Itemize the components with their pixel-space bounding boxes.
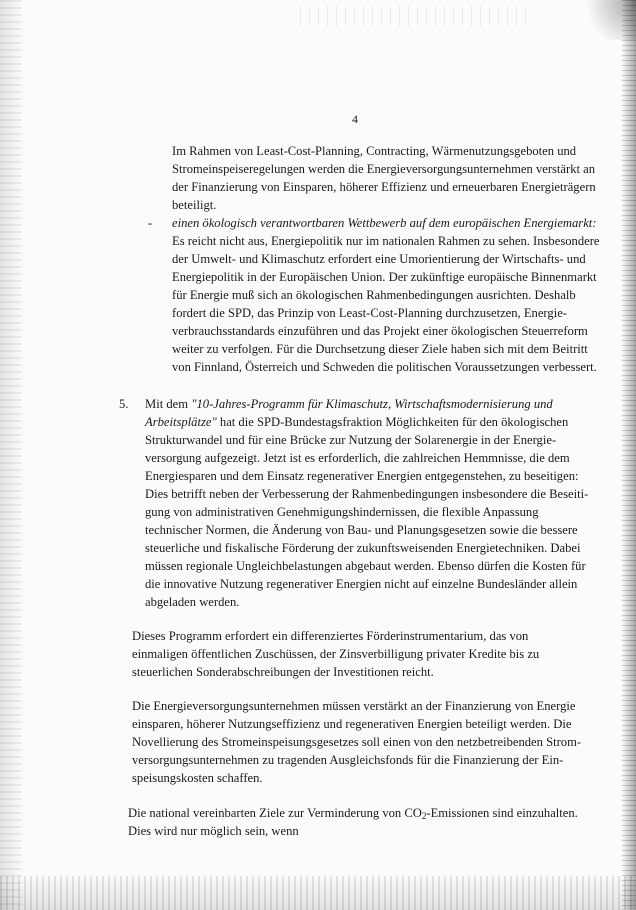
bullet-dash: - — [148, 216, 153, 230]
item5-line: steuerliche und fiskalische Förderung der zukunftsweisenden Energietechniken. Dabei — [145, 541, 581, 555]
evu-paragraph-line: Die Energieversorgungsunternehmen müssen verstärkt an der Finanzierung von Energie — [132, 699, 576, 713]
item5-line: Dies betrifft neben der Verbesserung der Rahmenbedingungen insbesondere die Beseiti- — [145, 487, 589, 501]
item5-line-rest: hat die SPD-Bundestagsfraktion Möglichkeiten für den ökologischen — [216, 415, 569, 429]
bullet-line: Es reicht nicht aus, Energiepolitik nur im nationalen Rahmen zu sehen. Insbesondere — [172, 234, 600, 248]
co2-text-after: -Emissionen sind einzuhalten. — [426, 806, 578, 820]
item5-line: Energiesparen und dem Einsatz regenerativer Energien entgegenstehen, zu beseitigen: — [145, 469, 579, 483]
program-paragraph-line: einmaligen öffentlichen Zuschüssen, der Zinsverbilligung privater Kredite bis zu — [132, 647, 540, 661]
evu-paragraph-line: versorgungsunternehmen zu tragenden Ausgleichsfonds für die Finanzierung der Ein- — [132, 753, 564, 767]
evu-paragraph-line: speisungskosten schaffen. — [132, 771, 263, 785]
bullet-line: verbrauchsstandards einzuführen und das Projekt einer ökologischen Steuerreform — [172, 324, 588, 338]
bullet-line: der Umwelt- und Klimaschutz erfordert eine Umorientierung der Wirtschafts- und — [172, 252, 586, 266]
scan-edge-right — [622, 0, 636, 910]
bullet-line: Energiepolitik in der Europäischen Union. Der zukünftige europäische Binnenmarkt — [172, 270, 597, 284]
co2-paragraph-line — [128, 805, 578, 825]
scan-corner-shadow — [576, 0, 636, 40]
item5-line: technischer Normen, die Änderung von Bau- und Planungsgesetzen sowie die bessere — [145, 523, 578, 537]
block1-line: Im Rahmen von Least-Cost-Planning, Contracting, Wärmenutzungsgeboten und — [172, 144, 577, 158]
item5-line-second — [145, 414, 568, 431]
program-paragraph-line: Dieses Programm erfordert ein differenziertes Förderinstrumentarium, das von — [132, 629, 529, 643]
item5-line: die innovative Nutzung regenerativer Energien nicht auf einzelne Bundesländer allein — [145, 577, 578, 591]
item5-line: abgeladen werden. — [145, 595, 240, 609]
page-number: 4 — [352, 112, 358, 126]
co2-subscript: 2 — [421, 811, 427, 821]
co2-text-before: Die national vereinbarten Ziele zur Verminderung von CO — [128, 806, 422, 820]
item5-prefix: Mit dem — [145, 397, 192, 411]
bullet-heading: einen ökologisch verantwortbaren Wettbewerb auf dem europäischen Energiemarkt: — [172, 216, 597, 230]
item5-line-first — [145, 396, 553, 413]
program-title-end: Arbeitsplätze" — [145, 415, 217, 429]
co2-paragraph-line: Dies wird nur möglich sein, wenn — [128, 824, 299, 838]
scan-edge-bottom — [0, 876, 636, 910]
evu-paragraph-line: einsparen, höherer Nutzungseffizienz und regenerativen Energien beteiligt werden. Die — [132, 717, 572, 731]
block1-line: Stromeinspeiseregelungen werden die Energieversorgungsunternehmen verstärkt an — [172, 162, 596, 176]
item5-line: versorgung aufgezeigt. Jetzt ist es erforderlich, die zahlreichen Hemmnisse, die dem — [145, 451, 570, 465]
program-title: "10-Jahres-Programm für Klimaschutz, Wirtschaftsmodernisierung und — [191, 397, 553, 411]
bullet-line: für Energie muß sich an ökologischen Rahmenbedingungen ausrichten. Deshalb — [172, 288, 576, 302]
item5-line: müssen regionale Ungleichbelastungen abgebaut werden. Ebenso dürfen die Kosten für — [145, 559, 586, 573]
block1-line: beteiligt. — [172, 198, 217, 212]
scan-edge-left — [0, 0, 22, 910]
item5-line: gung von administrativen Genehmigungshindernissen, die flexible Anpassung — [145, 505, 539, 519]
item5-line: Strukturwandel und für eine Brücke zur Nutzung der Solarenergie in der Energie- — [145, 433, 557, 447]
program-paragraph-line: steuerlichen Sonderabschreibungen der Investitionen reicht. — [132, 665, 434, 679]
block1-line: der Finanzierung von Einsparen, höherer Effizienz und erneuerbaren Energieträgern — [172, 180, 596, 194]
evu-paragraph-line: Novellierung des Stromeinspeisungsgesetzes soll einen von den netzbetreibenden Strom- — [132, 735, 582, 749]
scan-top-noise — [300, 6, 530, 26]
item-number: 5. — [119, 397, 129, 411]
bullet-line: fordert die SPD, das Prinzip von Least-Cost-Planning durchzusetzen, Energie- — [172, 306, 567, 320]
bullet-line: weiter zu verfolgen. Für die Durchsetzung dieser Ziele haben sich mit dem Beitritt — [172, 342, 588, 356]
bullet-line: von Finnland, Österreich und Schweden die politischen Voraussetzungen verbessert. — [172, 360, 597, 374]
